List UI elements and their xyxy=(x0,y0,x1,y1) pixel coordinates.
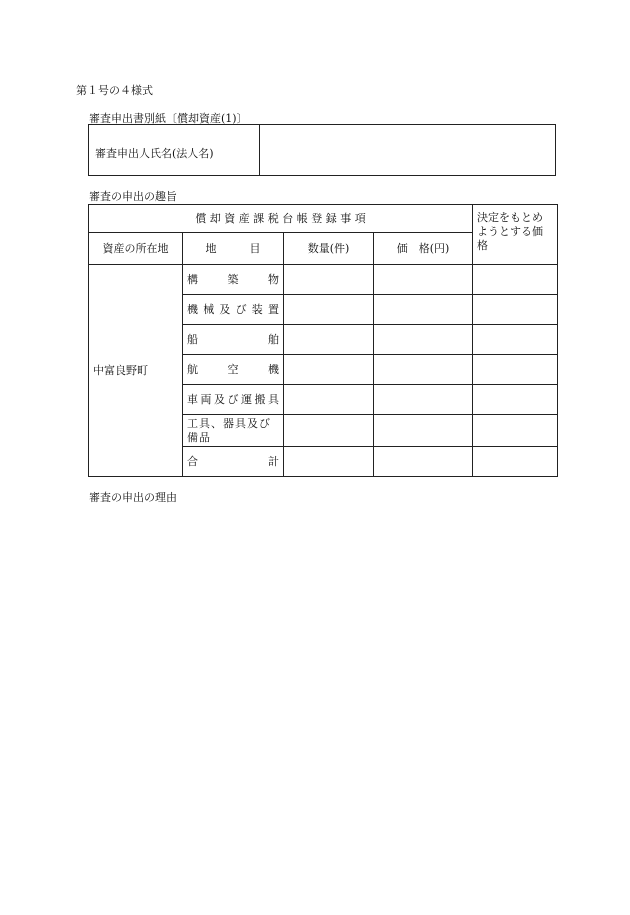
price-cell[interactable] xyxy=(374,265,473,295)
price-cell[interactable] xyxy=(374,355,473,385)
purpose-heading: 審査の申出の趣旨 xyxy=(89,190,177,203)
quantity-cell[interactable] xyxy=(284,385,374,415)
decision-cell[interactable] xyxy=(473,295,558,325)
price-cell[interactable] xyxy=(374,415,473,447)
form-number: 第１号の４様式 xyxy=(76,84,153,97)
category-cell: 航 空 機 xyxy=(183,355,284,385)
applicant-label: 審査申出人氏名(法人名) xyxy=(95,147,214,160)
decision-cell[interactable] xyxy=(473,325,558,355)
applicant-divider xyxy=(259,125,260,175)
quantity-cell[interactable] xyxy=(284,355,374,385)
price-cell[interactable] xyxy=(374,295,473,325)
table-group-header-row xyxy=(89,205,558,233)
col-header-location: 資産の所在地 xyxy=(89,233,183,265)
price-cell[interactable] xyxy=(374,385,473,415)
applicant-box xyxy=(88,124,556,176)
price-cell[interactable] xyxy=(374,325,473,355)
col-header-price: 価 格(円) xyxy=(374,233,473,265)
quantity-cell[interactable] xyxy=(284,447,374,477)
quantity-cell[interactable] xyxy=(284,415,374,447)
sheet-title: 審査申出書別紙〔償却資産(1)〕 xyxy=(89,112,248,125)
decision-cell[interactable] xyxy=(473,415,558,447)
category-cell: 船 舶 xyxy=(183,325,284,355)
asset-table xyxy=(88,204,558,477)
col-header-category: 地 目 xyxy=(183,233,284,265)
decision-cell[interactable] xyxy=(473,385,558,415)
category-cell: 合 計 xyxy=(183,447,284,477)
reason-heading: 審査の申出の理由 xyxy=(89,491,177,504)
decision-cell[interactable] xyxy=(473,265,558,295)
quantity-cell[interactable] xyxy=(284,295,374,325)
price-cell[interactable] xyxy=(374,447,473,477)
category-cell: 工具、器具及び備品 xyxy=(183,415,284,447)
decision-cell[interactable] xyxy=(473,447,558,477)
table-row xyxy=(89,265,558,295)
category-cell: 構 築 物 xyxy=(183,265,284,295)
quantity-cell[interactable] xyxy=(284,265,374,295)
location-value: 中富良野町 xyxy=(89,265,183,477)
category-cell: 車両及び運搬具 xyxy=(183,385,284,415)
decision-header: 決定をもとめようとする価格 xyxy=(473,205,558,265)
group-header: 償 却 資 産 課 税 台 帳 登 録 事 項 xyxy=(89,205,473,233)
col-header-quantity: 数量(件) xyxy=(284,233,374,265)
decision-cell[interactable] xyxy=(473,355,558,385)
quantity-cell[interactable] xyxy=(284,325,374,355)
category-cell: 機械及び装置 xyxy=(183,295,284,325)
